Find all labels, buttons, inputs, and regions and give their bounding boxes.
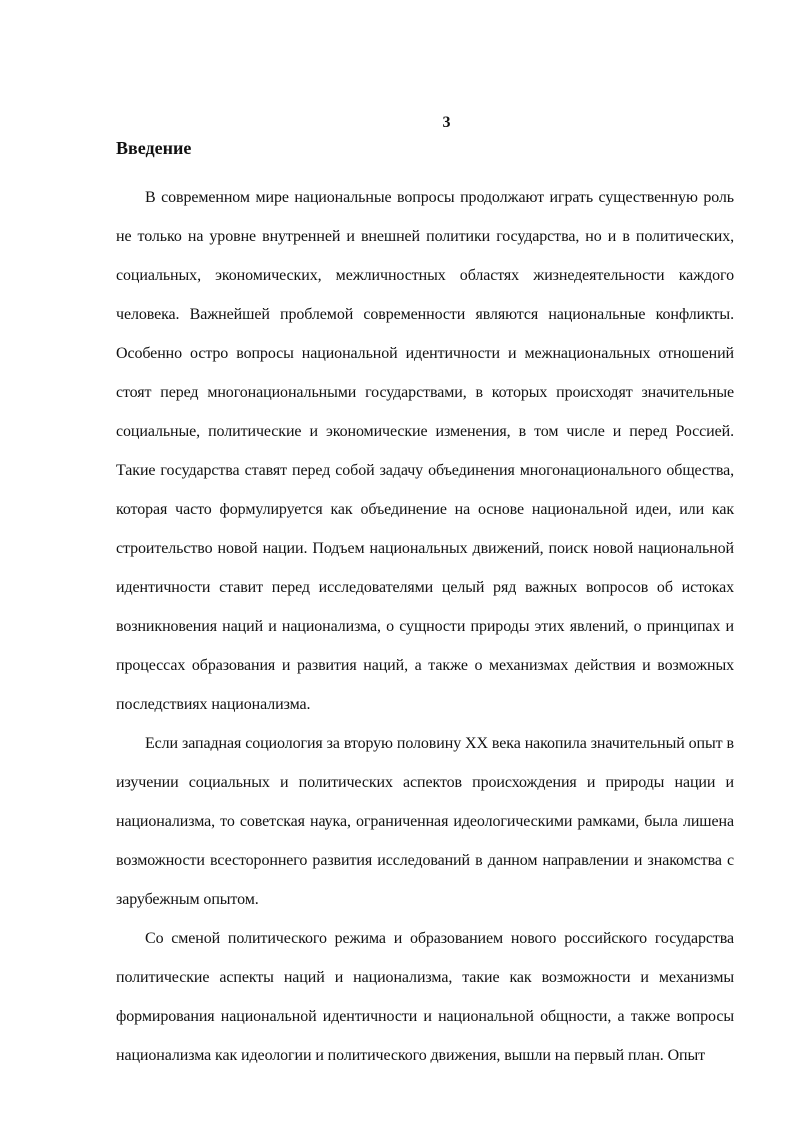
paragraph: Со сменой политического режима и образованием нового российского государства политические аспекты наций и национализма, такие как возможности и механизмы формирования национальной идентичности и национальной общности, а также вопросы национализма как идеологии и политического движения, вышли на первый план. Опыт [116, 930, 734, 1064]
section-heading: Введение [116, 138, 192, 158]
paragraph: Если западная социология за вторую половину XX века накопила значительный опыт в изучении социальных и политических аспектов происхождения и природы нации и национализма, то советская наука, ограниченная идеологическими рамками, была лишена возможности всестороннего развития исследований в данном направлении и знакомства с зарубежным опытом. [116, 735, 734, 908]
paragraph: В современном мире национальные вопросы продолжают играть существенную роль не только на уровне внутренней и внешней политики государства, но и в политических, социальных, экономических, межличностных областях жизнедеятельности каждого человека. Важнейшей проблемой современности являются национальные конфликты. Особенно остро вопросы национальной идентичности и межнациональных отношений стоят перед многонациональными государствами, в которых происходят значительные социальные, политические и экономические изменения, в том числе и перед Россией. Такие государства ставят перед собой задачу объединения многонационального общества, которая часто формулируется как объединение на основе национальной идеи, или как строительство новой нации. Подъем национальных движений, поиск новой национальной идентичности ставит перед исследователями целый ряд важных вопросов об истоках возникновения наций и национализма, о сущности природы этих явлений, о принципах и процессах образования и развития наций, а также о механизмах действия и возможных последствиях национализма. [116, 189, 734, 713]
page-number: 3 [442, 114, 451, 131]
body-text [116, 178, 734, 1075]
